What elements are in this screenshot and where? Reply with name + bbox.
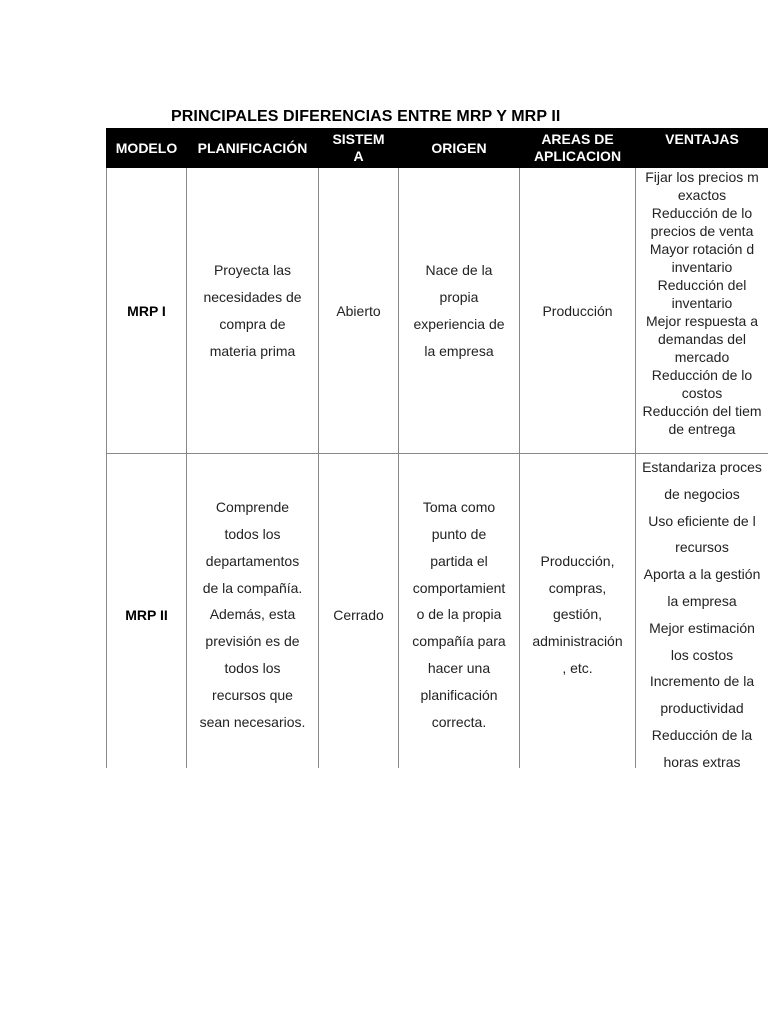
header-ventajas: VENTAJAS	[636, 129, 768, 168]
header-modelo: MODELO	[107, 129, 187, 168]
ventajas-list	[638, 168, 768, 438]
list-item: Reducción de la horas extras	[651, 726, 753, 768]
list-item: Reducción de lo costos	[651, 367, 753, 401]
cell-modelo: MRP I	[107, 168, 187, 454]
header-sistema: SISTEM A	[319, 129, 399, 168]
cell-sistema: Abierto	[319, 168, 399, 454]
list-item: Estandariza proces de negocios	[642, 459, 762, 502]
cell-ventajas	[636, 168, 768, 454]
table-row	[107, 454, 768, 769]
list-item: Uso eficiente de l recursos	[648, 512, 756, 556]
comparison-table-container	[106, 128, 768, 768]
cell-modelo: MRP II	[107, 454, 187, 769]
header-planificacion: PLANIFICACIÓN	[187, 129, 319, 168]
header-origen: ORIGEN	[399, 129, 520, 168]
list-item: Aporta a la gestión la empresa	[643, 566, 761, 609]
cell-origen: Nace de la propia experiencia de la empresa	[399, 168, 520, 454]
list-item: Reducción del tiem de entrega	[642, 403, 762, 437]
list-item: Mayor rotación d inventario	[649, 241, 755, 275]
list-item: Reducción del inventario	[657, 277, 747, 311]
cell-sistema: Cerrado	[319, 454, 399, 769]
cell-planificacion: Proyecta las necesidades de compra de materia prima	[187, 168, 319, 454]
document-title: PRINCIPALES DIFERENCIAS ENTRE MRP Y MRP II	[171, 108, 561, 125]
cell-origen: Toma como punto de partida el comportamient o de la propia compañía para hacer una planificación correcta.	[399, 454, 520, 769]
list-item: Reducción de lo precios de venta	[650, 205, 754, 239]
list-item: Mejor respuesta a demandas del mercado	[645, 313, 759, 365]
ventajas-list	[638, 454, 768, 768]
list-item: Fijar los precios m exactos	[645, 169, 759, 203]
table-header-row	[107, 129, 768, 168]
table-row	[107, 168, 768, 454]
comparison-table	[106, 128, 768, 768]
list-item: Incremento de la productividad	[649, 673, 755, 717]
header-areas: AREAS DE APLICACION	[520, 129, 636, 168]
cell-areas: Producción, compras, gestión, administración , etc.	[520, 454, 636, 769]
cell-ventajas	[636, 454, 768, 769]
cell-planificacion: Comprende todos los departamentos de la compañía. Además, esta previsión es de todos los recursos que sean necesarios.	[187, 454, 319, 769]
cell-areas: Producción	[520, 168, 636, 454]
list-item: Mejor estimación los costos	[649, 619, 755, 663]
